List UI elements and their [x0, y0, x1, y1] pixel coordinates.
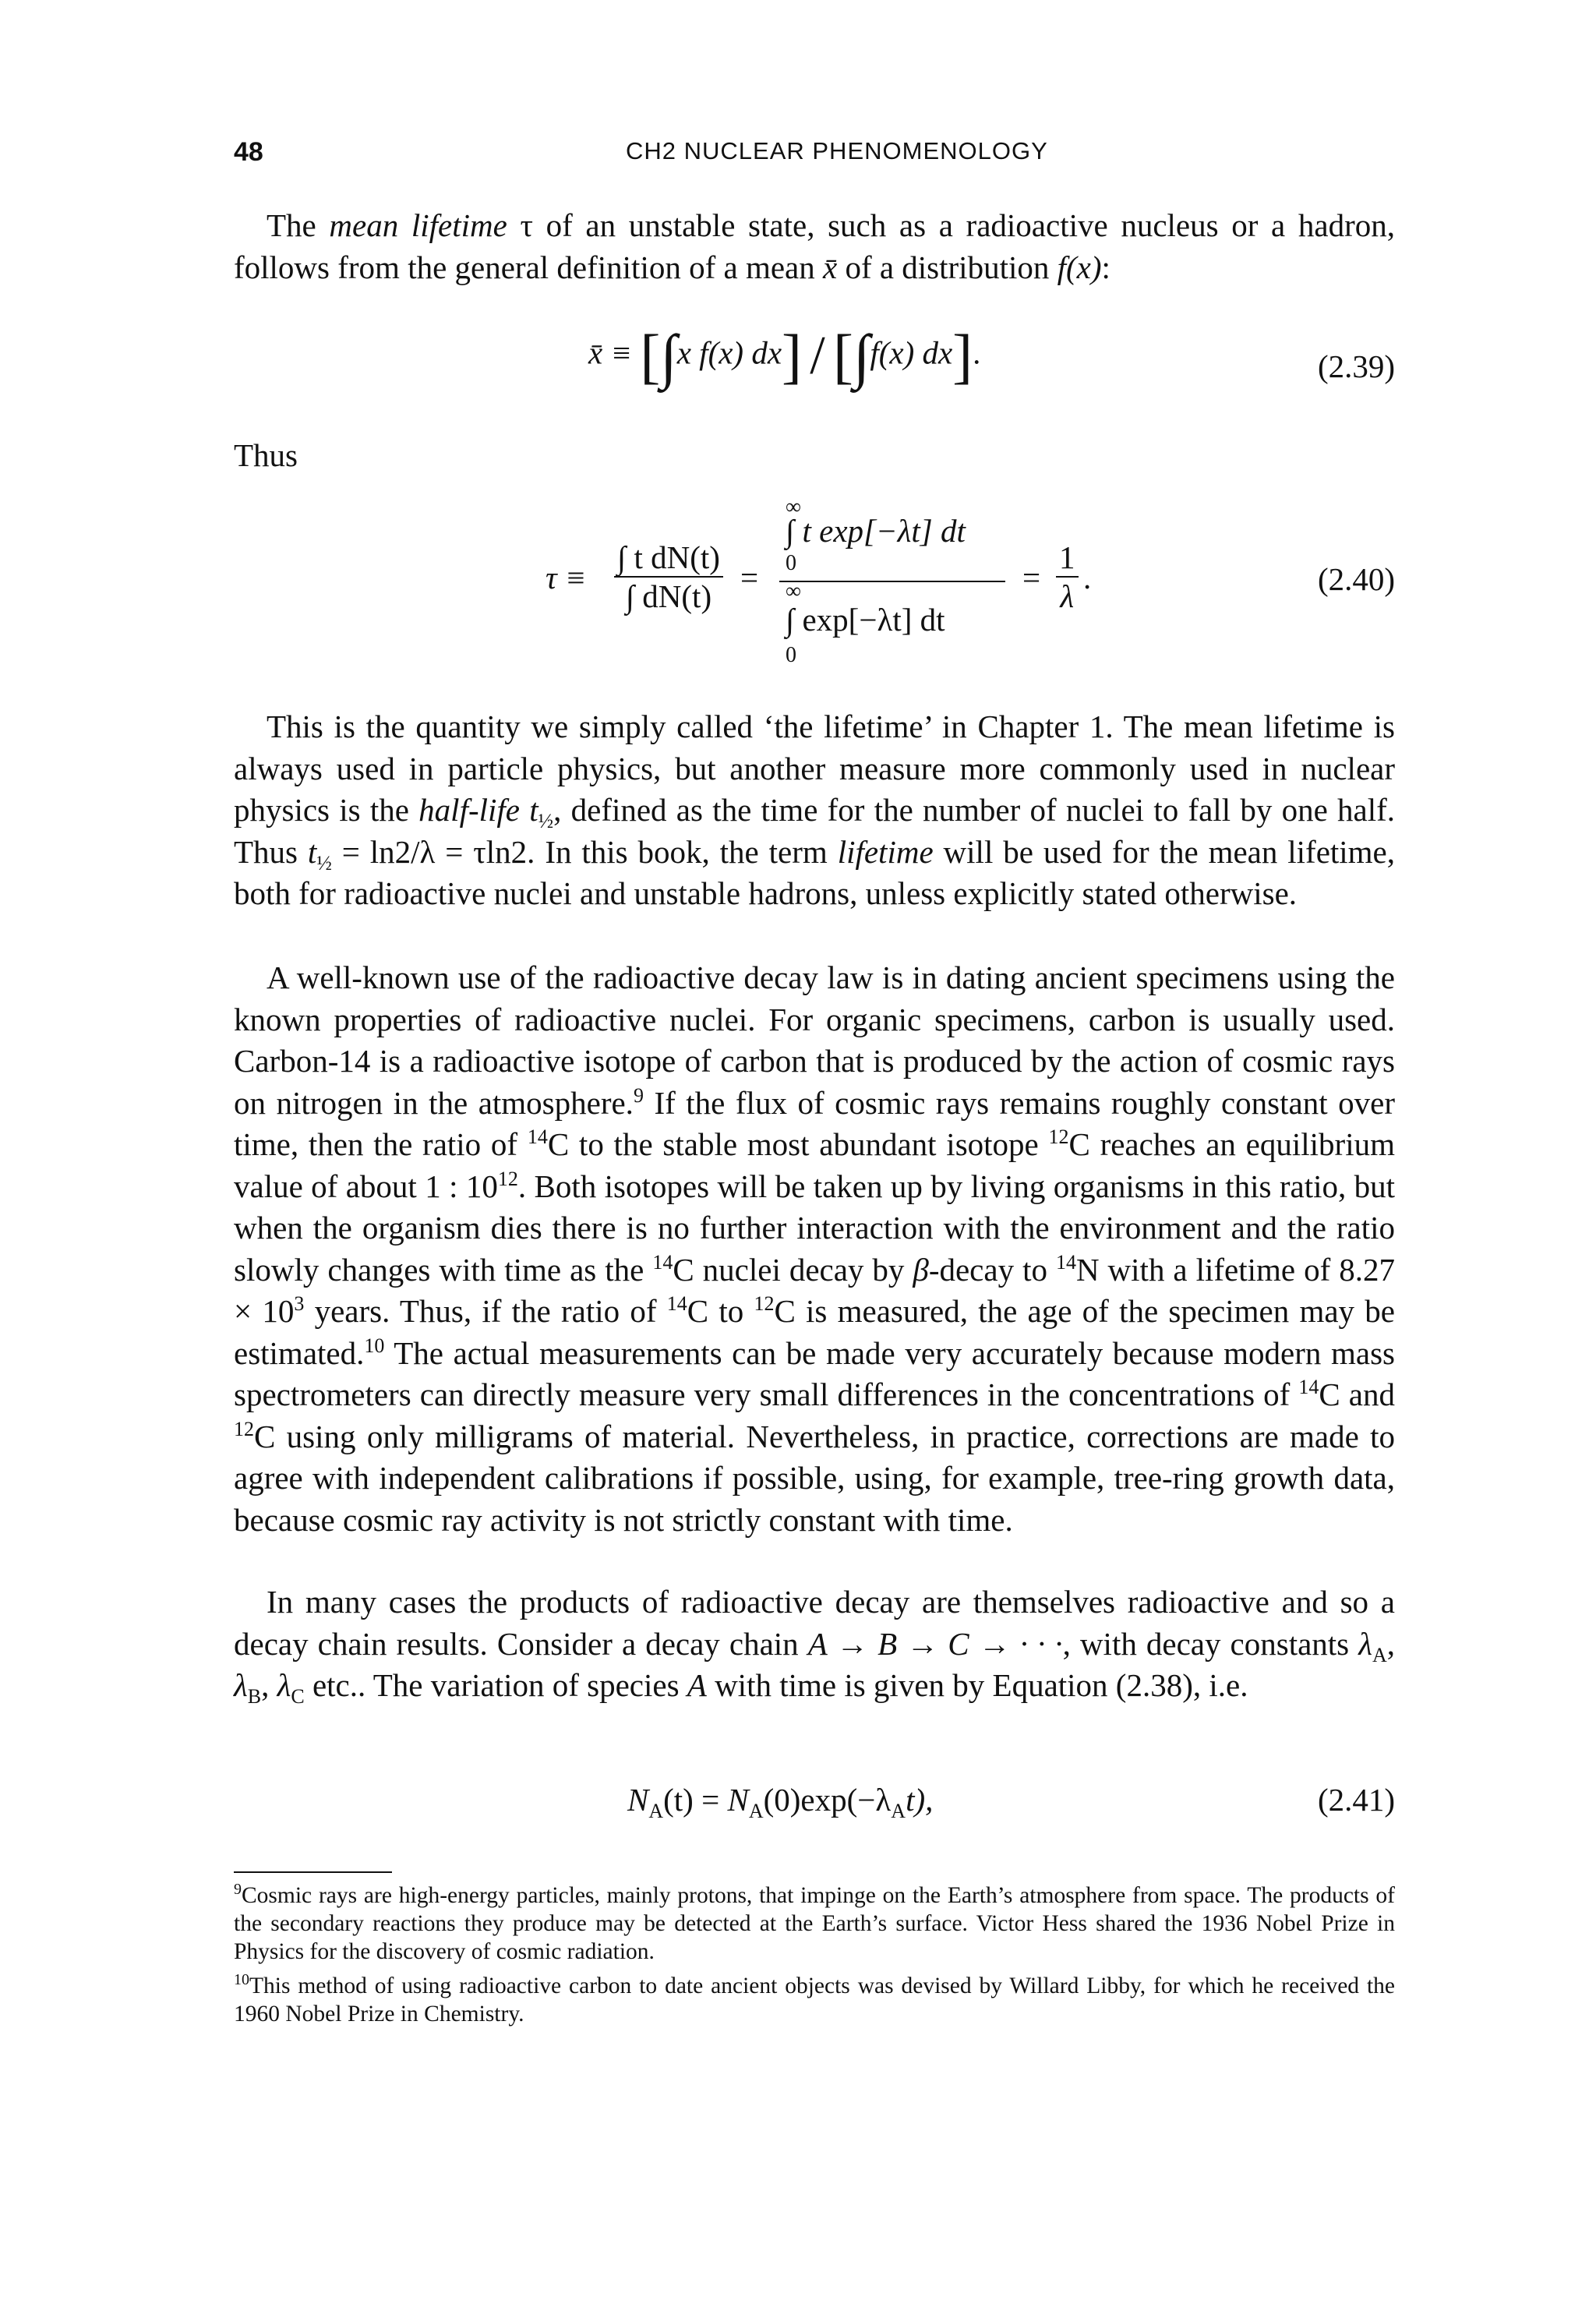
- equation-2-40: τ ≡ $\frac{\text{∫ t dN(t)}}{\int dN(t)}$ = ∞ ∫ t exp[−λt] dt 0 ∞ ∫ exp[−λt] dt 0 = $\frac{1}{\lambda}$ .: [546, 495, 1092, 667]
- paragraph-half-life: This is the quantity we simply called ‘the lifetime’ in Chapter 1. The mean lifetime is always used in particle physics, but another measure more commonly used in nuclear physics is the half-life $t_{\frac{1}{2}}$, defined as the time for the number of nuclei to fall by one half. Thus $t_{\frac{1}{2}} = \ln 2/\lambda = \tau\ln 2$. In this book, the term lifetime will be used for the mean lifetime, both for radioactive nuclei and unstable hadrons, unless explicitly stated otherwise.: [234, 708, 1396, 911]
- thus-label: Thus: [234, 437, 298, 473]
- running-header: CH2 NUCLEAR PHENOMENOLOGY: [626, 137, 1048, 164]
- equation-number-2-41: (2.41): [1317, 1782, 1395, 1818]
- paragraph-carbon-dating: A well-known use of the radioactive decay law is in dating ancient specimens using the known properties of radioactive nuclei. For organic specimens, carbon is usually used. Carbon-14 is a radioactive isotope of carbon that is produced by the action of cosmic rays on nitrogen in the atmosphere.$^9$ If the flux of cosmic rays remains roughly constant over time, then the ratio of $^{14}$C to the stable most abundant isotope $^{12}$C reaches an equilibrium value of about 1 : $10^{12}$. Both isotopes will be taken up by living organisms in this ratio, but when the organism dies there is no further interaction with the environment and the ratio slowly changes with time as the $^{14}$C nuclei decay by β-decay to $^{14}$N with a lifetime of $8.27 \times 10^3$ years. Thus, if the ratio of $^{14}$C to $^{12}$C is measured, the age of the specimen may be estimated.$^{10}$ The actual measurements can be made very accurately because modern mass spectrometers can directly measure very small differences in the concentrations of $^{14}$C and $^{12}$C using only milligrams of material. Nevertheless, in practice, corrections are made to agree with independent calibrations if possible, using, for example, tree-ring growth data, because cosmic ray activity is not strictly constant with time.: [234, 959, 1396, 1538]
- equation-2-39: x̄ ≡ [∫x f(x) dx] / [∫f(x) dx].: [588, 322, 981, 390]
- equation-2-41: $N_A(t) = N_A(0)\exp(-\lambda_At)$,: [627, 1782, 934, 1822]
- paragraph-decay-chain: In many cases the products of radioactive decay are themselves radioactive and so a decay chain results. Consider a decay chain A → B → C → · · ·, with decay constants $\lambda_A$, $\lambda_B$, $\lambda_C$ etc.. The variation of species A with time is given by Equation (2.38), i.e.: [234, 1584, 1395, 1708]
- equation-number-2-39: (2.39): [1317, 348, 1395, 384]
- term-mean-lifetime: mean lifetime: [329, 207, 507, 243]
- footnote-9: $^9$Cosmic rays are high-energy particles, mainly protons, that impinge on the Earth’s atmosphere from space. The products of the secondary reactions they produce may be detected at the Earth’s surface. Victor Hess shared the 1936 Nobel Prize in Physics for the discovery of cosmic radiation.: [234, 1881, 1395, 1964]
- equation-number-2-40: (2.40): [1317, 561, 1395, 597]
- paragraph-mean-lifetime: The mean lifetime τ of an unstable state, such as a radioactive nucleus or a hadron, follows from the general definition of a mean x̄ of a distribution f(x):: [234, 207, 1395, 285]
- page-number: 48: [234, 137, 263, 167]
- footnote-ref-9: 9: [633, 1083, 644, 1107]
- footnote-ref-10: 10: [364, 1334, 385, 1357]
- footnote-10: $^{10}$This method of using radioactive carbon to date ancient objects was devised by Willard Libby, for which he received the 1960 Nobel Prize in Chemistry.: [234, 1971, 1395, 2026]
- footnote-rule: [234, 1871, 392, 1873]
